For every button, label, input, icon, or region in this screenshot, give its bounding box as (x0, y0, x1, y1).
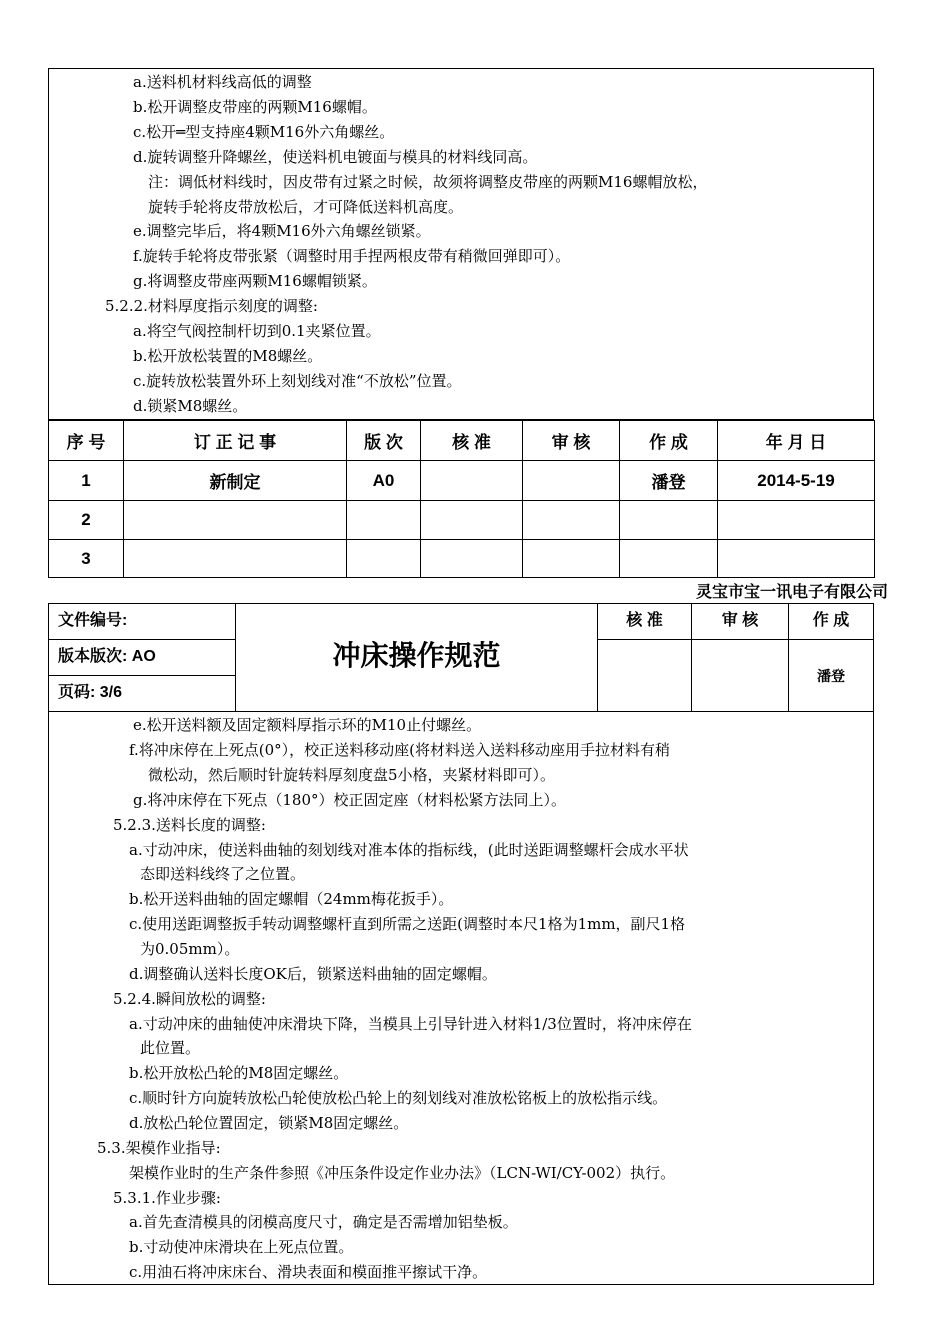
author-label: 作 成 (812, 612, 850, 629)
table-cell: 新制定 (124, 461, 347, 501)
text-line: b.松开放松凸轮的M8固定螺丝。 (129, 1064, 349, 1082)
file-number-label: 文件编号: (58, 612, 128, 629)
table-cell: 潘登 (620, 461, 718, 501)
text-line: 架模作业时的生产条件参照《冲压条件设定作业办法》（LCN-WI/CY-002）执行。 (129, 1164, 676, 1182)
header-cell: 年 月 日 (718, 421, 875, 461)
document-title: 冲床操作规范 (332, 640, 501, 671)
text-line: 态即送料线终了之位置。 (140, 865, 306, 883)
text-line: 5.2.2.材料厚度指示刻度的调整: (105, 297, 318, 315)
header-cell: 审 核 (523, 421, 620, 461)
text-line: c.用油石将冲床床台、滑块表面和模面推平擦试干净。 (129, 1263, 488, 1281)
table-cell (523, 540, 620, 578)
text-line: 5.2.4.瞬间放松的调整: (113, 990, 266, 1008)
text-line: a.首先查清模具的闭模高度尺寸，确定是否需增加铝垫板。 (129, 1213, 518, 1231)
text-line: d.锁紧M8螺丝。 (133, 397, 248, 415)
text-line: 注：调低材料线时，因皮带有过紧之时候，故须将调整皮带座的两颗M16螺帽放松， (148, 173, 708, 191)
text-line: g.将冲床停在下死点（180°）校正固定座（材料松紧方法同上）。 (133, 791, 567, 809)
text-line: c.顺时针方向旋转放松凸轮使放松凸轮上的刻划线对准放松铭板上的放松指示线。 (129, 1089, 668, 1107)
table-cell: 2 (49, 501, 124, 540)
table-cell (718, 501, 875, 540)
text-line: c.使用送距调整扳手转动调整螺杆直到所需之送距(调整时本尺1格为1mm，副尺1格 (129, 915, 686, 933)
text-line: 为0.05mm）。 (140, 940, 240, 958)
table-cell (124, 540, 347, 578)
table-cell: 1 (49, 461, 124, 501)
table-row (49, 501, 875, 540)
text-line: f.将冲床停在上死点(0°），校正送料移动座(将材料送入送料移动座用手拉材料有稍 (129, 741, 671, 759)
table-row (49, 540, 875, 578)
table-cell (523, 461, 620, 501)
version-label: 版本版次: AO (58, 648, 156, 665)
company-name: 灵宝市宝一讯电子有限公司 (695, 584, 888, 601)
text-line: b.寸动使冲床滑块在上死点位置。 (129, 1238, 354, 1256)
text-line: 微松动，然后顺时针旋转料厚刻度盘5小格，夹紧材料即可）。 (148, 766, 556, 784)
review-sign-cell (691, 639, 789, 712)
header-cell: 作 成 (620, 421, 718, 461)
table-cell (523, 501, 620, 540)
text-line: d.旋转调整升降螺丝，使送料机电镀面与模具的材料线同高。 (133, 148, 538, 166)
text-line: a.送料机材料线高低的调整 (133, 73, 312, 91)
text-line: a.寸动冲床的曲轴使冲床滑块下降，当模具上引导针进入材料1/3位置时，将冲床停在 (129, 1015, 692, 1033)
table-cell: A0 (347, 461, 421, 501)
text-line: e.松开送料额及固定额料厚指示环的M10止付螺丝。 (133, 716, 482, 734)
table-cell (347, 501, 421, 540)
table-cell: 2014-5-19 (718, 461, 875, 501)
text-line: 5.3.1.作业步骤: (113, 1189, 221, 1207)
page-label: 页码: 3/6 (58, 684, 123, 701)
table-row (49, 461, 875, 501)
table-cell (620, 501, 718, 540)
text-line: a.将空气阀控制杆切到0.1夹紧位置。 (133, 322, 381, 340)
table-cell (421, 461, 523, 501)
text-line: b.松开放松装置的M8螺丝。 (133, 347, 323, 365)
text-line: 旋转手轮将皮带放松后，才可降低送料机高度。 (148, 198, 464, 216)
table-cell: 3 (49, 540, 124, 578)
review-label: 审 核 (721, 612, 759, 629)
table-cell (124, 501, 347, 540)
text-line: 此位置。 (140, 1039, 201, 1057)
text-line: d.调整确认送料长度OK后，锁紧送料曲轴的固定螺帽。 (129, 965, 497, 983)
text-line: 5.2.3.送料长度的调整: (113, 816, 266, 834)
revision-table (48, 420, 875, 578)
text-line: 5.3.架模作业指导: (97, 1139, 221, 1157)
header-cell: 订 正 记 事 (124, 421, 347, 461)
approve-label: 核 准 (626, 612, 663, 629)
text-line: b.松开调整皮带座的两颗M16螺帽。 (133, 98, 377, 116)
text-line: a.寸动冲床，使送料曲轴的刻划线对准本体的指标线，(此时送距调整螺杆会成水平状 (129, 841, 689, 859)
approve-sign-cell (597, 639, 692, 712)
table-cell (718, 540, 875, 578)
top-text-box (48, 68, 874, 420)
author-name: 潘登 (817, 668, 845, 684)
text-line: d.放松凸轮位置固定，锁紧M8固定螺丝。 (129, 1114, 409, 1132)
table-cell (421, 540, 523, 578)
table-cell (421, 501, 523, 540)
text-line: f.旋转手轮将皮带张紧（调整时用手捏两根皮带有稍微回弹即可）。 (133, 247, 571, 265)
header-cell: 序 号 (49, 421, 124, 461)
text-line: c.旋转放松装置外环上刻划线对准“不放松”位置。 (133, 372, 462, 390)
table-cell (620, 540, 718, 578)
text-line: c.松开═型支持座4颗M16外六角螺丝。 (133, 123, 395, 141)
header-cell: 版 次 (347, 421, 421, 461)
table-cell (347, 540, 421, 578)
text-line: e.调整完毕后，将4颗M16外六角螺丝锁紧。 (133, 222, 431, 240)
text-line: g.将调整皮带座两颗M16螺帽锁紧。 (133, 272, 377, 290)
header-cell: 核 准 (421, 421, 523, 461)
revision-table-header (49, 421, 875, 461)
text-line: b.松开送料曲轴的固定螺帽（24mm梅花扳手）。 (129, 890, 454, 908)
